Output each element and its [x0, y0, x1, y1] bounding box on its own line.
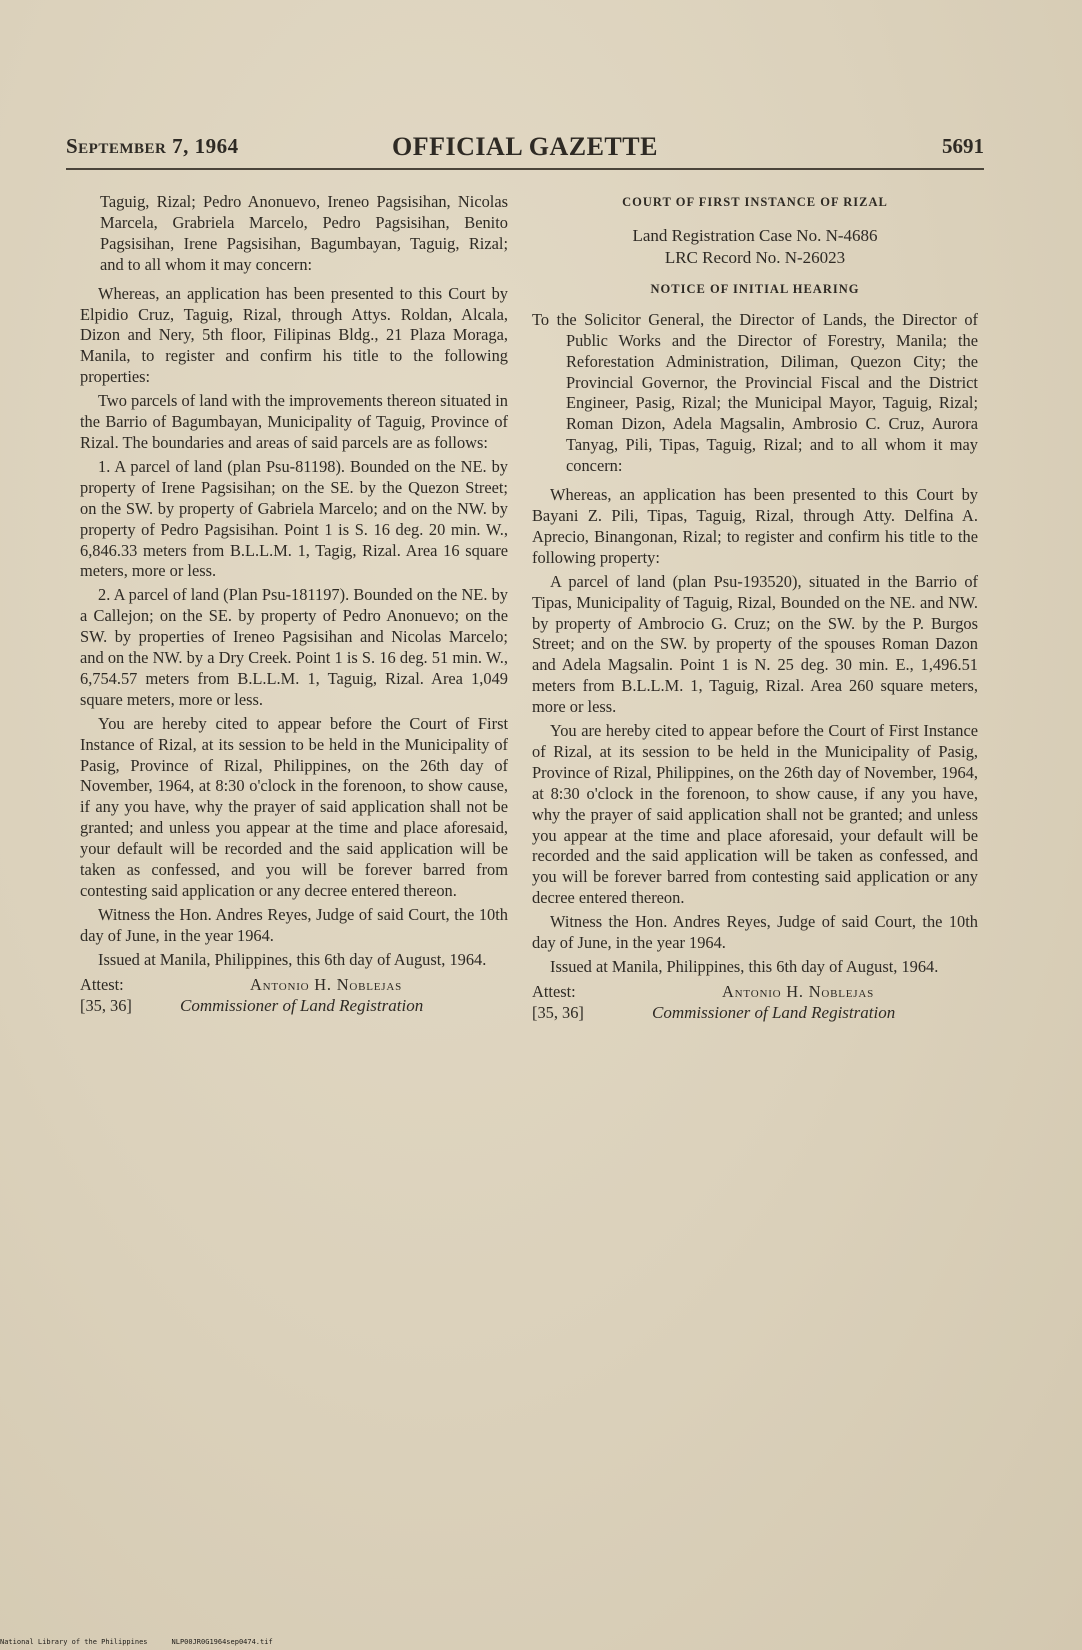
- left-paragraph-citation: You are hereby cited to appear before the Court of First Instance of Rizal, at its session to be held in the Municipality of Pasig, Province of Rizal, Philippines, on the 26th day of November, 1964, at 8:30 o'clock in the forenoon, to show cause, if any you have, why the prayer of said application shall not be granted; and unless you appear at the time and place aforesaid, your default will be recorded and the said application will be taken as confessed, and you will be forever barred from contesting said application or any decree entered thereon.: [80, 713, 508, 900]
- right-paragraph-issued: Issued at Manila, Philippines, this 6th day of August, 1964.: [550, 957, 939, 976]
- header-page-number: 5691: [942, 134, 984, 158]
- left-paragraph-issued: Issued at Manila, Philippines, this 6th day of August, 1964.: [98, 949, 487, 969]
- page-header: [66, 134, 984, 164]
- left-paragraph-parcel-1: 1. A parcel of land (plan Psu-81198). Bounded on the NE. by property of Irene Pagsisihan; on the SE. by the Quezon Street; on the SW. by property of Gabriela Marcelo; and on the NW. by property of Pedro Pagsisihan. Point 1 is S. 16 deg. 20 min. W., 6,846.33 meters from B.L.L.M. 1, Tagig, Rizal. Area 16 square meters, more or less.: [80, 456, 508, 581]
- header-title: OFFICIAL GAZETTE: [392, 132, 658, 161]
- footer-filename: NLP00JR0G1964sep0474.tif: [171, 1638, 273, 1646]
- right-attest-label: Attest:: [532, 981, 576, 1001]
- left-paragraph-parcels: Two parcels of land with the improvements thereon situated in the Barrio of Bagumbayan, Municipality of Taguig, Province of Rizal. The boundaries and areas of said parcels are as follows:: [80, 391, 508, 452]
- right-court-heading: COURT OF FIRST INSTANCE OF RIZAL: [622, 195, 888, 209]
- left-paragraph-application: Whereas, an application has been presented to this Court by Elpidio Cruz, Taguig, Rizal, through Attys. Roldan, Alcala, Dizon and Nery, 5th floor, Filipinas Bldg., 21 Plaza Moraga, Manila, to register and confirm his title to the following properties:: [80, 283, 508, 387]
- footer-library: National Library of the Philippines: [0, 1638, 148, 1646]
- header-date: September 7, 1964: [66, 134, 239, 158]
- right-paragraph-parcel: A parcel of land (plan Psu-193520), situated in the Barrio of Tipas, Municipality of Taguig, Rizal, Bounded on the NE. and NW. by property of Ambrocio G. Cruz; on the SW. by the P. Burgos Street; and on the SW. by property of the spouses Roman Dazon and Adela Magsalin. Point 1 is N. 25 deg. 30 min. E., 1,496.51 meters from B.L.L.M. 1, Taguig, Rizal. Area 260 square meters, more or less.: [532, 571, 978, 717]
- right-signer-office: Commissioner of Land Registration: [652, 1002, 896, 1022]
- left-signer-office: Commissioner of Land Registration: [180, 995, 424, 1015]
- right-notice-heading: NOTICE OF INITIAL HEARING: [650, 281, 860, 296]
- right-case-numbers: [532, 225, 978, 269]
- left-addressees: Taguig, Rizal; Pedro Anonuevo, Ireneo Pagsisihan, Nicolas Marcela, Grabriela Marcelo, Pedro Pagsisihan, Benito Pagsisihan, Irene Pagsisihan, Bagumbayan, Taguig, Rizal; and to all whom it may concern:: [100, 192, 508, 274]
- left-paragraph-witness: Witness the Hon. Andres Reyes, Judge of said Court, the 10th day of June, in the year 1964.: [80, 904, 508, 945]
- header-rule: [66, 168, 984, 170]
- left-column: [80, 192, 508, 1019]
- left-reference: [35, 36]: [80, 995, 132, 1015]
- left-paragraph-parcel-2: 2. A parcel of land (Plan Psu-181197). Bounded on the NE. by a Callejon; on the SE. by property of Pedro Anonuevo; on the SW. by properties of Ireneo Pagsisihan and Nicolas Marcelo; and on the NW. by a Dry Creek. Point 1 is S. 16 deg. 51 min. W., 6,754.57 meters from B.L.L.M. 1, Taguig, Rizal. Area 1,049 square meters, more or less.: [80, 585, 508, 709]
- right-signer-name: Antonio H. Noblejas: [722, 981, 875, 1001]
- right-paragraph-application: Whereas, an application has been presented to this Court by Bayani Z. Pili, Tipas, Taguig, Rizal, through Atty. Delfina A. Aprecio, Binangonan, Rizal; to register and confirm his title to the following property:: [532, 485, 978, 567]
- right-addressees: To the Solicitor General, the Director of Lands, the Director of Public Works and the Director of Forestry, Manila; the Reforestation Administration, Diliman, Quezon City; the Provincial Governor, the Provincial Fiscal and the District Engineer, Pasig, Rizal; the Municipal Mayor, Taguig, Rizal; Roman Dizon, Adela Magsalin, Ambrosio C. Cruz, Aurora Tanyag, Pili, Tipas, Taguig, Rizal; and to all whom it may concern:: [532, 309, 978, 476]
- right-paragraph-witness: Witness the Hon. Andres Reyes, Judge of said Court, the 10th day of June, in the year 1964.: [532, 912, 978, 953]
- right-signature-block: [532, 982, 978, 1026]
- right-reference: [35, 36]: [532, 1002, 584, 1022]
- left-attest-label: Attest:: [80, 974, 124, 994]
- left-signature-block: [80, 975, 508, 1019]
- right-case-number: Land Registration Case No. N-4686: [632, 225, 878, 245]
- scan-footer: [0, 1638, 297, 1646]
- left-signer-name: Antonio H. Noblejas: [250, 974, 403, 994]
- right-paragraph-citation: You are hereby cited to appear before the Court of First Instance of Rizal, at its session to be held in the Municipality of Pasig, Province of Rizal, Philippines, on the 26th day of November, 1964, at 8:30 o'clock in the forenoon, to show cause, if any you have, why the prayer of said application shall not be granted; and unless you appear at the time and place aforesaid, your default will be recorded and the said application will be taken as confessed, and you will be forever barred from contesting said application or any decree entered thereon.: [532, 721, 978, 908]
- right-column: [532, 192, 978, 1026]
- right-record-number: LRC Record No. N-26023: [664, 247, 846, 267]
